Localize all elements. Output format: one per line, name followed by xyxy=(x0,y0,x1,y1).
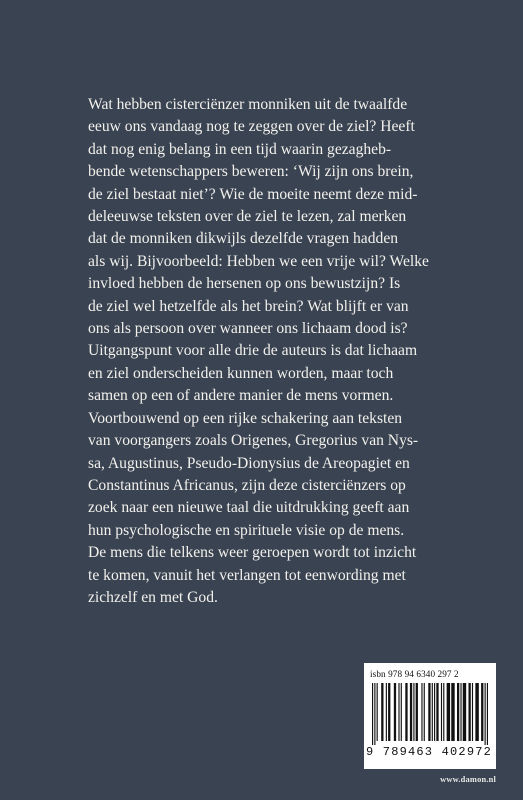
isbn-barcode-box xyxy=(364,663,496,769)
blurb-line: dat nog enig belang in een tijd waarin gezaghеb- xyxy=(88,140,392,158)
blurb-line: dat de monniken dikwijls dezelfde vragen hadden xyxy=(88,230,399,248)
barcode-bar xyxy=(413,683,414,741)
blurb-line: bende wetenschappers beweren: ‘Wij zijn ons brein, xyxy=(88,163,414,181)
barcode-bar xyxy=(428,683,430,741)
barcode-bar xyxy=(468,683,470,741)
barcode-bar xyxy=(443,683,444,741)
barcode-bar xyxy=(401,683,402,741)
publisher-url: www.damon.nl xyxy=(440,775,496,784)
barcode-bar xyxy=(410,683,412,741)
barcode-bar xyxy=(388,683,390,741)
blurb-line: deleeuwse teksten over de ziel te lezen, zal merken xyxy=(88,208,407,226)
blurb-line: Uitgangspunt voor alle drie de auteurs is dat lichaam xyxy=(88,342,418,360)
barcode-bar xyxy=(377,683,378,741)
barcode-bar xyxy=(485,683,486,745)
blurb-line: de ziel wel hetzelfde als het brein? Wat blijft er van xyxy=(88,297,409,315)
barcode-bar xyxy=(472,683,473,741)
back-cover-blurb xyxy=(88,94,490,609)
barcode-bar xyxy=(451,683,454,741)
blurb-line: Constantinus Africanus, zijn deze cisterciënzers op xyxy=(88,476,406,494)
blurb-line: ons als persoon over wanneer ons lichaam dood is? xyxy=(88,320,408,338)
barcode-image xyxy=(370,683,490,745)
barcode-bar xyxy=(460,683,461,741)
blurb-line: eeuw ons vandaag nog te zeggen over de ziel? Heeft xyxy=(88,118,415,136)
barcode-bar xyxy=(447,683,450,741)
barcode-bar xyxy=(374,683,375,745)
barcode-bar xyxy=(386,683,387,741)
blurb-line: invloed hebben de hersenen op ons bewustzijn? Is xyxy=(88,275,401,293)
blurb-line: hun psychologische en spirituele visie op de mens. xyxy=(88,521,405,539)
barcode-bar xyxy=(436,683,438,741)
barcode-bar xyxy=(394,683,396,741)
barcode-bar xyxy=(381,683,383,741)
blurb-line: en ziel onderscheiden kunnen worden, maar toch xyxy=(88,364,394,382)
barcode-bar xyxy=(432,683,433,741)
blurb-line: Voortbouwend op een rijke schakering aan teksten xyxy=(88,409,403,427)
blurb-line: de ziel bestaat niet’? Wie de moeite neemt deze mid- xyxy=(88,185,418,203)
blurb-line: Wat hebben cisterciënzer monniken uit de twaalfde xyxy=(88,96,408,113)
barcode-bar xyxy=(441,683,442,741)
blurb-line: samen op een of andere manier de mens vormen. xyxy=(88,387,394,405)
barcode-bar xyxy=(434,683,435,741)
blurb-line: De mens die telkens weer geroepen wordt tot inzicht xyxy=(88,544,417,562)
barcode-bar xyxy=(405,683,407,741)
barcode-bar xyxy=(475,683,478,741)
barcode-bar xyxy=(398,683,399,741)
barcode-digits: 9 789463 402972 xyxy=(366,745,493,759)
blurb-line: te komen, vanuit het verlangen tot eenwording met xyxy=(88,566,406,584)
barcode-bar xyxy=(416,683,418,741)
blurb-line: zoek naar een nieuwe taal die uitdrukking geeft aan xyxy=(88,499,410,517)
blurb-line: sa, Augustinus, Pseudo-Dionysius de Areopagiet en xyxy=(88,454,410,472)
barcode-bar xyxy=(463,683,466,741)
barcode-bar xyxy=(487,683,488,745)
blurb-line: zichzelf en met God. xyxy=(88,588,218,606)
barcode-bar xyxy=(481,683,483,741)
isbn-label: isbn 978 94 6340 297 2 xyxy=(370,669,459,679)
barcode-bar xyxy=(457,683,459,741)
blurb-line: als wij. Bijvoorbeeld: Hebben we een vrije wil? Welke xyxy=(88,252,429,270)
barcode-bar xyxy=(372,683,373,745)
barcode-bar xyxy=(421,683,422,741)
barcode-bar xyxy=(424,683,425,741)
blurb-line: van voorgangers zoals Origenes, Gregorius van Nys- xyxy=(88,432,419,450)
